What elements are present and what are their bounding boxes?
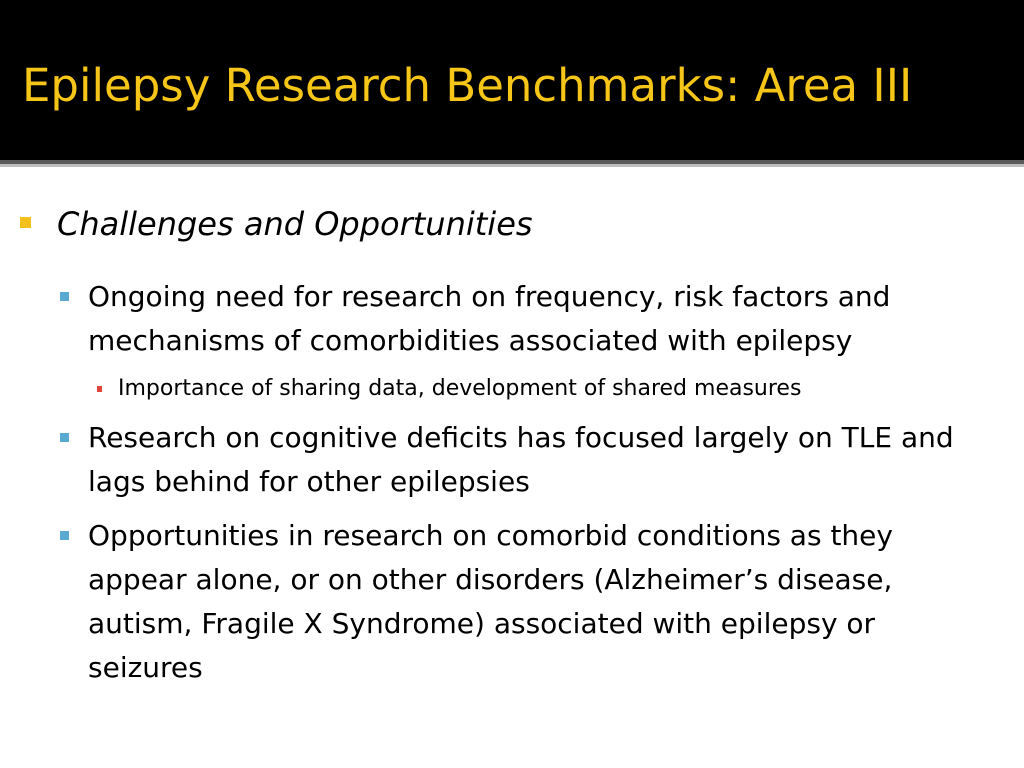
square-bullet-icon <box>60 531 69 540</box>
title-divider-light <box>0 164 1024 167</box>
slide-title: Epilepsy Research Benchmarks: Area III <box>22 59 913 112</box>
sub-bullet-point: Importance of sharing data, development of shared measures <box>118 376 802 401</box>
bullet-point: Ongoing need for research on frequency, risk factors and mechanisms of comorbidities associated with epilepsy <box>88 280 891 357</box>
title-band <box>0 0 1024 160</box>
section-heading: Challenges and Opportunities <box>57 205 533 243</box>
square-bullet-icon <box>20 217 31 228</box>
square-bullet-icon <box>60 292 69 301</box>
square-bullet-icon <box>60 433 69 442</box>
bullet-point: Research on cognitive deficits has focused largely on TLE and lags behind for other epilepsies <box>88 421 954 498</box>
square-bullet-icon <box>97 386 102 392</box>
bullet-point: Opportunities in research on comorbid conditions as they appear alone, or on other disorders (Alzheimer’s disease, autism, Fragile X Syndrome) associated with epilepsy or seizures <box>88 519 893 684</box>
